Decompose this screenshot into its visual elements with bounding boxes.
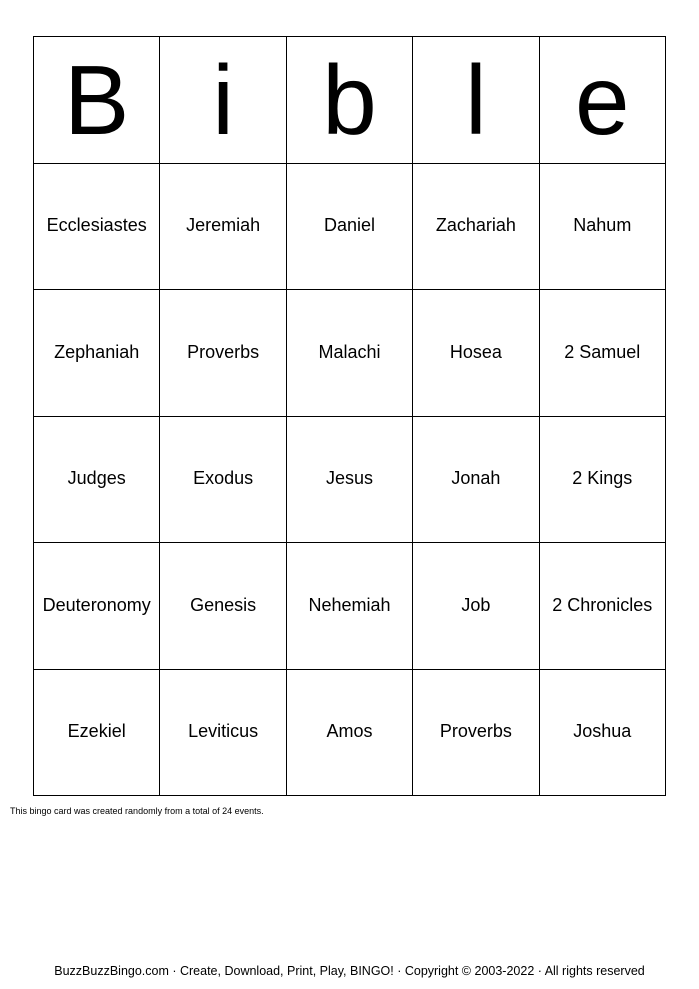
bingo-cell: Genesis [160, 543, 286, 670]
bingo-cell: 2 Kings [540, 417, 666, 544]
bingo-cell: Daniel [287, 164, 413, 291]
bingo-cell: Leviticus [160, 670, 286, 797]
bingo-cell: Jesus [287, 417, 413, 544]
bingo-cell: Zephaniah [34, 290, 160, 417]
bingo-cell: Jonah [413, 417, 539, 544]
bingo-cell: Hosea [413, 290, 539, 417]
bingo-cell: Deuteronomy [34, 543, 160, 670]
bingo-cell: Nehemiah [287, 543, 413, 670]
bingo-cell: Ecclesiastes [34, 164, 160, 291]
header-letter-b: B [34, 37, 160, 164]
bingo-cell: Proverbs [160, 290, 286, 417]
header-letter-b2: b [287, 37, 413, 164]
bingo-cell: Jeremiah [160, 164, 286, 291]
generation-note: This bingo card was created randomly from a total of 24 events. [10, 806, 264, 816]
bingo-cell: Exodus [160, 417, 286, 544]
bingo-cell: Joshua [540, 670, 666, 797]
bingo-cell: Zachariah [413, 164, 539, 291]
bingo-cell: Malachi [287, 290, 413, 417]
footer-copyright: BuzzBuzzBingo.com · Create, Download, Print, Play, BINGO! · Copyright © 2003-2022 · All rights reserved [54, 964, 645, 978]
header-letter-l: l [413, 37, 539, 164]
header-letter-e: e [540, 37, 666, 164]
bingo-cell: 2 Chronicles [540, 543, 666, 670]
bingo-card [33, 36, 666, 796]
bingo-cell: 2 Samuel [540, 290, 666, 417]
bingo-cell: Proverbs [413, 670, 539, 797]
header-letter-i: i [160, 37, 286, 164]
bingo-cell: Nahum [540, 164, 666, 291]
bingo-cell: Amos [287, 670, 413, 797]
bingo-cell: Judges [34, 417, 160, 544]
bingo-cell: Ezekiel [34, 670, 160, 797]
bingo-cell: Job [413, 543, 539, 670]
